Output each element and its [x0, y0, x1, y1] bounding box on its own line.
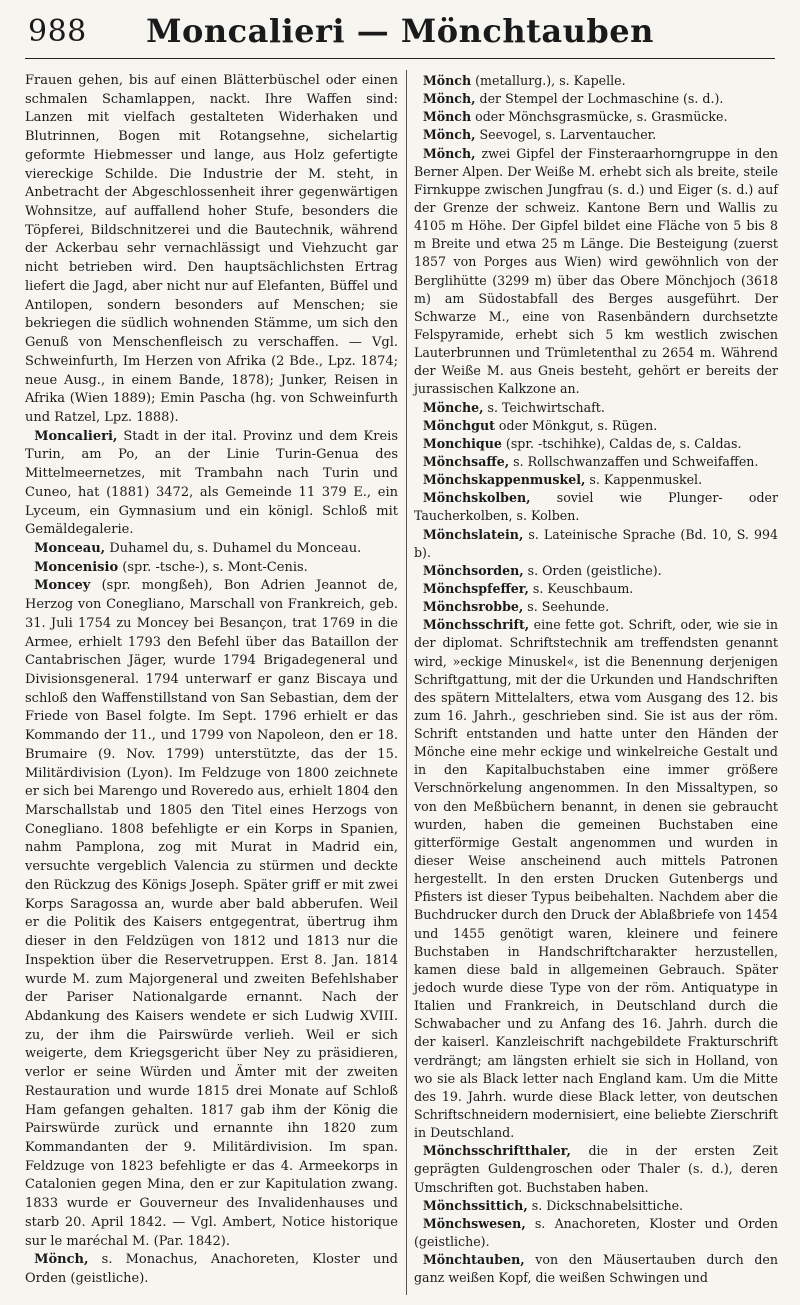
entry-text: s. Teichwirtschaft. — [483, 399, 605, 415]
entry-text: s. Lateinische Sprache (Bd. 10, S. 994 b). — [414, 526, 778, 560]
dictionary-entry — [414, 489, 778, 525]
entry-headword: Mönche, — [422, 399, 484, 415]
entry-text: Frauen gehen, bis auf einen Blätterbüschel oder einen schmalen Schamlappen, nackt. Ihre Waffen sind: Lanzen mit vielfach gestalteten Widerhaken und Blutrinnen, Bogen mit Rotangsehne, sichelartig geformte Hiebmesser und lange, aus Holz gefertigte viereckige Schilde. Die Industrie der M. steht, in Anbetracht der Abgeschlossenheit ihrer gegenwärtigen Wohnsitze, auf auffallend hoher Stufe, besonders die Töpferei, Bildschnitzerei und die Bautechnik, während der Ackerbau sehr vernachlässigt und Viehzucht gar nicht betrieben wird. Den hauptsächlichsten Ertrag liefert die Jagd, aber nicht nur auf Elefanten, Büffel und Antilopen, sondern besonders auf Menschen; sie bekriegen die südlich wohnenden Stämme, um sich den Genuß von Menschenfleisch zu verschaffen. — Vgl. Schweinfurth, Im Herzen von Afrika (2 Bde., Lpz. 1874; neue Ausg., in einem Bande, 1878); Junker, Reisen in Afrika (Wien 1889); Emin Pascha (hg. von Schweinfurth und Ratzel, Lpz. 1888). — [25, 73, 398, 425]
dictionary-entry — [414, 1215, 778, 1251]
entry-text: Seevogel, s. Larventaucher. — [475, 127, 657, 143]
dictionary-entry — [414, 616, 778, 1142]
dictionary-entry — [414, 526, 778, 562]
entry-text: zwei Gipfel der Finsteraarhorngruppe in den Berner Alpen. Der Weiße M. erhebt sich als breite, steile Firnkuppe zwischen Jungfrau (s. d.) und Eiger (s. d.) auf der Grenze der schweiz. Kantone Bern und Wallis zu 4105 m Höhe. Der Gipfel bildet eine Fläche von 5 bis 8 m Breite und etwa 25 m Länge. Die Besteigung (zuerst 1857 von Porges aus Wien) wird gewöhnlich von der Berglihütte (3299 m) über das Obere Mönchjoch (3618 m) am Südostabfall des Berges ausgeführt. Der Schwarze M., eine von Rasenbändern durchsetzte Felspyramide, erhebt sich 5 km westlich zwischen Lauterbrunnen und Trümletenthal zu 2654 m. Während der Weiße M. aus Gneis besteht, gehört er bereits der jurassischen Kalkzone an. — [414, 145, 778, 397]
dictionary-entry — [414, 72, 778, 90]
entry-text: Stadt in der ital. Provinz und dem Kreis Turin, am Po, an der Linie Turin-Genua des Mittelmeernetzes, mit Trambahn nach Turin und Cuneo, hat (1881) 3472, als Gemeinde 11 379 E., ein Lyceum, ein Gymnasium und ein königl. Schloß mit Gemäldegalerie. — [25, 428, 398, 538]
entry-headword: Mönchslatein, — [422, 526, 524, 542]
entry-headword: Mönchskolben, — [422, 490, 531, 506]
dictionary-entry — [25, 428, 398, 540]
dictionary-entry — [414, 1197, 778, 1215]
entry-text: s. Kappenmuskel. — [585, 472, 703, 488]
dictionary-entry — [414, 399, 778, 417]
entry-text: Duhamel du, s. Duhamel du Monceau. — [105, 540, 362, 556]
entry-headword: Mönchssittich, — [422, 1197, 528, 1213]
entry-headword: Mönchspfeffer, — [422, 580, 529, 596]
column-divider — [406, 70, 407, 1295]
entry-text: oder Mönkgut, s. Rügen. — [494, 417, 658, 433]
dictionary-entry — [414, 453, 778, 471]
header-rule — [25, 58, 775, 59]
dictionary-entry — [414, 435, 778, 453]
dictionary-entry — [25, 577, 398, 1251]
page-number: 988 — [28, 14, 87, 49]
entry-headword: Mönchgut — [422, 417, 495, 433]
dictionary-entry — [414, 108, 778, 126]
dictionary-entry — [414, 1251, 778, 1287]
entry-text: der Stempel der Lochmaschine (s. d.). — [475, 91, 724, 107]
dictionary-entry — [414, 417, 778, 435]
entry-text: s. Anachoreten, Kloster und Orden (geistliche). — [414, 1215, 778, 1249]
right-column — [414, 72, 778, 1287]
entry-headword: Mönch — [422, 109, 472, 125]
entry-headword: Mönch — [422, 73, 472, 88]
entry-text: s. Monachus, Anachoreten, Kloster und Orden (geistliche). — [25, 1252, 398, 1286]
entry-text: (spr. mongßeh), Bon Adrien Jeannot de, Herzog von Conegliano, Marschall von Frankreich, geb. 31. Juli 1754 zu Moncey bei Besançon, trat 1769 in die Armee, erhielt 1793 den Befehl über das Bataillon der Cantabrischen Jäger, wurde 1794 Brigadegeneral und Divisionsgeneral. 1794 unterwarf er ganz Biscaya und schloß den Waffenstillstand von San Sebastian, dem der Friede von Basel folgte. Im Sept. 1796 erhielt er das Kommando der 11., und 1799 von Napoleon, den er 18. Brumaire (9. Nov. 1799) unterstützte, das der 15. Militärdivision (Lyon). Im Feldzuge von 1800 zeichnete er sich bei Marengo und Roveredo aus, erhielt 1804 den Marschallstab und 1805 den Titel eines Herzogs von Conegliano. 1808 befehligte er ein Korps in Spanien, nahm Pamplona, zog mit Murat in Madrid ein, versuchte vergeblich Valencia zu stürmen und deckte den Rückzug des Königs Joseph. Später griff er mit zwei Korps Saragossa an, wurde aber bald abberufen. Weil er die Politik des Kaisers entgegentrat, übertrug ihm dieser in den Feldzügen von 1812 und 1813 nur die Inspektion über die Reservetruppen. Erst 8. Jan. 1814 wurde M. zum Majorgeneral und zweiten Befehlshaber der Pariser Nationalgarde ernannt. Nach der Abdankung des Kaisers wendete er sich Ludwig XVIII. zu, der ihm die Pairswürde verlieh. Weil er sich weigerte, dem Kriegsgericht über Ney zu präsidieren, verlor er seine Würden und Ämter mit der zweiten Restauration und wurde 1815 drei Monate auf Schloß Ham gefangen gehalten. 1817 gab ihm der König die Pairswürde zurück und ernannte ihn 1820 zum Kommandanten der 9. Militärdivision. Im span. Feldzuge von 1823 befehligte er das 4. Armeekorps in Catalonien gegen Mina, den er zur Kapitulation zwang. 1833 wurde er Gouverneur des Invalidenhauses und starb 20. April 1842. — Vgl. Ambert, Notice historique sur le maréchal M. (Par. 1842). — [25, 578, 398, 1249]
dictionary-entry — [25, 559, 398, 578]
entry-text: (metallurg.), s. Kapelle. — [471, 73, 626, 88]
entry-headword: Mönch, — [34, 1252, 89, 1268]
page-header — [0, 0, 800, 58]
entry-text: von den Mäusertauben durch den ganz weißen Kopf, die weißen Schwingen und — [414, 1252, 778, 1286]
entry-text: s. Seehunde. — [523, 599, 610, 615]
entry-text: s. Dickschnabelsittiche. — [527, 1197, 684, 1213]
entry-text: oder Mönchsgrasmücke, s. Grasmücke. — [471, 109, 728, 125]
entry-text: die in der ersten Zeit geprägten Guldengroschen oder Thaler (s. d.), deren Umschriften got. Buchstaben haben. — [414, 1143, 778, 1195]
entry-text: soviel wie Plunger- oder Taucherkolben, s. Kolben. — [414, 490, 778, 524]
continued-entry — [25, 72, 398, 428]
dictionary-entry — [414, 598, 778, 616]
entry-headword: Mönchsschrift, — [422, 617, 530, 633]
dictionary-entry — [414, 145, 778, 399]
entry-text: (spr. -tschihke), Caldas de, s. Caldas. — [501, 435, 742, 451]
dictionary-entry — [414, 1142, 778, 1196]
dictionary-entry — [414, 580, 778, 598]
entry-headword: Mönchsschriftthaler, — [422, 1143, 571, 1159]
entry-headword: Mönch, — [422, 127, 476, 143]
entry-headword: Mönchtauben, — [422, 1252, 525, 1268]
dictionary-entry — [25, 1251, 398, 1288]
dictionary-entry — [25, 540, 398, 559]
dictionary-entry — [414, 471, 778, 489]
dictionary-entry — [414, 126, 778, 144]
entry-headword: Monceau, — [34, 540, 106, 556]
entry-headword: Moncey — [34, 578, 91, 594]
entry-text: eine fette got. Schrift, oder, wie sie in der diplomat. Schriftstechnik am treffendsten genannt wird, »eckige Minuskel«, ist die Benennung derjenigen Schriftgattung, mit der die Urkunden und Handschriften des spätern Mittelalters, etwa vom Ausgang des 12. bis zum 16. Jahrh., geschrieben sind. Sie ist aus der röm. Schrift entstanden und hatte unter den Händen der Mönche eine mehr eckige und winkelreiche Gestalt und in den Kapitalbuchstaben eine immer größere Verschnörkelung angenommen. In den Missaltypen, so von den Meßbüchern benannt, in denen sie gebraucht wurden, haben die gemeinen Buchstaben eine gitterförmige Gestalt angenommen und wurden in dieser Weise anscheinend auch mittels Patronen hergestellt. In den ersten Drucken Gutenbergs und Pfisters ist dieser Typus beibehalten. Nachdem aber die Buchdrucker durch den Druck der Ablaßbriefe von 1454 und 1455 genötigt waren, kleinere und feinere Buchstaben in Handschriftcharakter herzustellen, kamen diese bald in allgemeinen Gebrauch. Später jedoch wurde diese Type von der röm. Antiquatype in Italien und Frankreich, in Deutschland durch die Schwabacher und zu Anfang des 16. Jahrh. durch die der kaiserl. Kanzleischrift nachgebildete Frakturschrift verdrängt; am längsten erhielt sie sich in Holland, von wo sie als Black letter nach England kam. Um die Mitte des 19. Jahrh. wurde diese Black letter, von deutschen Schriftschneidern modernisiert, eine beliebte Zierschrift in Deutschland. — [414, 617, 778, 1141]
entry-headword: Moncenisio — [34, 559, 119, 575]
dictionary-entry — [414, 90, 778, 108]
entry-headword: Mönchsorden, — [422, 562, 524, 578]
entry-headword: Moncalieri, — [34, 428, 118, 444]
entry-headword: Mönchswesen, — [422, 1215, 526, 1231]
entry-text: s. Keuschbaum. — [528, 580, 634, 596]
entry-headword: Mönchsaffe, — [422, 453, 510, 469]
entry-text: s. Orden (geistliche). — [523, 562, 662, 578]
entry-text: s. Rollschwanzaffen und Schweifaffen. — [509, 453, 759, 469]
running-title: Moncalieri — Mönchtauben — [146, 12, 654, 50]
entry-headword: Mönchskappenmuskel, — [422, 472, 586, 488]
entry-headword: Mönch, — [422, 91, 476, 107]
entry-text: (spr. -tsche-), s. Mont-Cenis. — [118, 559, 308, 575]
entry-headword: Monchique — [422, 435, 502, 451]
dictionary-entry — [414, 562, 778, 580]
entry-headword: Mönchsrobbe, — [422, 599, 524, 615]
left-column — [25, 72, 398, 1289]
entry-headword: Mönch, — [422, 145, 476, 161]
